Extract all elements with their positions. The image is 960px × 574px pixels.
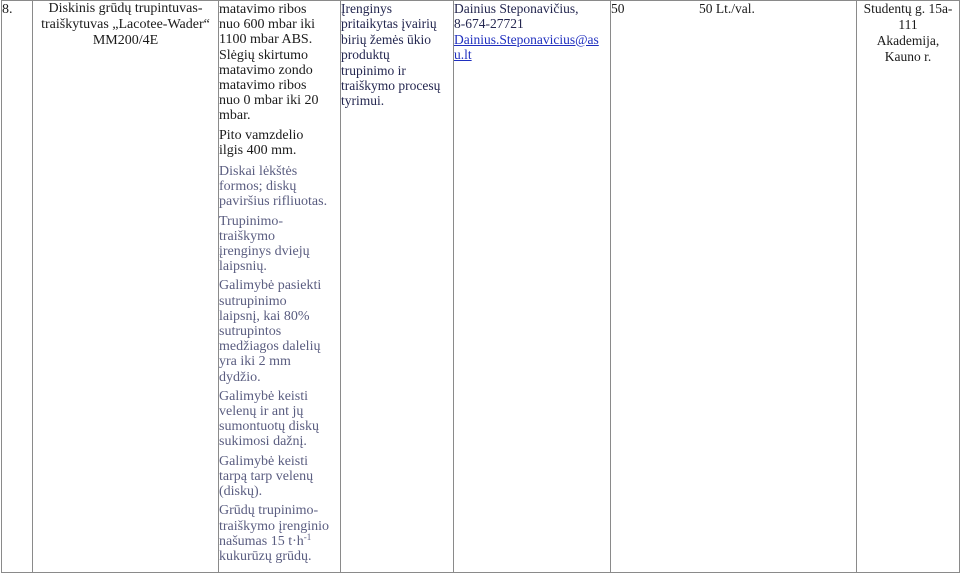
price-cell [611, 1, 857, 573]
equipment-table [1, 0, 960, 573]
application-line: Įrenginys [341, 1, 392, 16]
address-line: Studentų g. 15a- [863, 1, 953, 16]
application-line: traiškymo procesų [341, 78, 441, 94]
spec-line: ilgis 400 mm. [219, 142, 297, 158]
address-cell [857, 1, 960, 573]
contact-cell [454, 1, 611, 573]
spec-paragraph: Galimybė keisti tarpą tarp velenų (diskų). [219, 453, 314, 500]
spec-continued-text [219, 2, 340, 158]
spec-line: nuo 0 mbar iki 20 [219, 93, 319, 109]
spec-paragraphs [219, 164, 340, 564]
specification-cell [219, 1, 341, 573]
equipment-name-line: traiškytuvas „Lacotee-Wader“ [41, 17, 210, 32]
spec-capacity: Grūdų trupinimo- traiškymo įrenginio našumas 15 $t\cdot h^{-1}$ kukurūzų grūdų. [219, 503, 330, 564]
capacity-unit-superscript: -1 [303, 531, 312, 542]
spec-paragraph: Galimybė pasiekti sutrupinimo laipsnį, kai 80% sutrupintos medžiagos dalelių yra iki 2 mm dydžio. [219, 278, 322, 385]
contact-email-link[interactable]: Dainius.Steponavicius@as u.lt [454, 31, 599, 63]
contact-name: Dainius Steponavičius, [454, 1, 579, 16]
application-cell [341, 1, 454, 573]
application-line: trupinimo ir [341, 62, 406, 78]
spec-line: 1100 mbar ABS. [219, 32, 313, 48]
application-line: tyrimui. [341, 93, 385, 109]
equipment-name-line: Diskinis grūdų trupintuvas- [48, 1, 203, 16]
table-row [2, 1, 960, 573]
spec-line: nuo 600 mbar iki [219, 17, 316, 33]
spec-line: matavimo zondo [219, 62, 313, 78]
application-line: birių žemės ūkio [341, 31, 431, 47]
address-line: 111 [898, 17, 918, 32]
spec-paragraph: Diskai lėkštės formos; diskų paviršius rifliuotas. [219, 164, 328, 210]
spec-line: matavimo ribos [219, 2, 307, 17]
spec-line: Slėgių skirtumo [219, 47, 309, 63]
application-line: pritaikytas įvairių [341, 16, 437, 32]
address-line: Kauno r. [884, 49, 932, 64]
spec-paragraph: Galimybė keisti velenų ir ant jų sumontuotų diskų sukimosi dažnį. [219, 388, 319, 450]
equipment-name-cell [33, 1, 219, 573]
price-value: 50 [611, 1, 625, 16]
equipment-name-line: MM200/4E [92, 33, 159, 48]
address-line: Akademija, [876, 33, 940, 48]
price-rate: 50 Lt./val. [699, 1, 755, 16]
row-number: 8. [2, 2, 13, 17]
spec-paragraph: Trupinimo- traiškymo įrenginys dviejų laipsnių. [219, 213, 310, 275]
spec-line: matavimo ribos [219, 78, 307, 94]
application-line: produktų [341, 47, 390, 63]
contact-phone: 8-674-27721 [454, 16, 524, 32]
row-number-cell [2, 1, 33, 573]
spec-line: mbar. [219, 108, 251, 124]
spec-line: Pito vamzdelio [219, 127, 304, 143]
